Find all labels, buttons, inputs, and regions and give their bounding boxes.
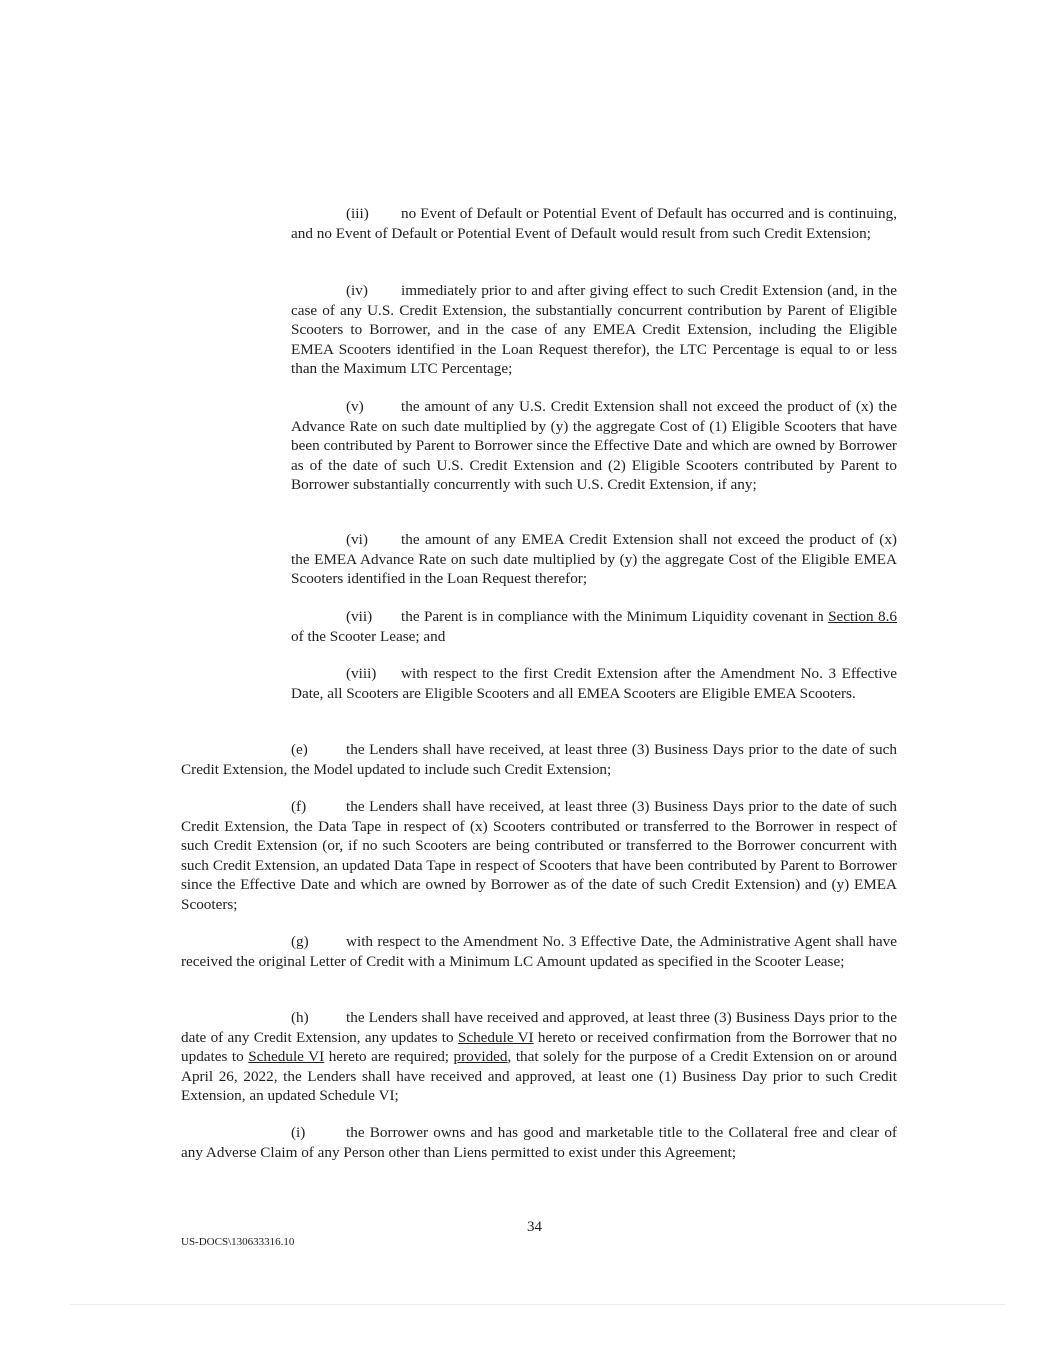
- clause-text: the Parent is in compliance with the Minimum Liquidity covenant in: [401, 608, 824, 625]
- page-bottom-rule: [70, 1304, 1005, 1305]
- clause-text: , that solely for the purpose of a Credit Extension on or around April 26, 2022, the Lenders shall have received and approved, at least one (1) Business Day prior to such Credit Extension, an updated Schedule VI;: [181, 1048, 897, 1104]
- schedule-reference: Schedule VI: [248, 1048, 325, 1065]
- clause-vi: [291, 530, 897, 589]
- clause-number: (f): [291, 798, 307, 815]
- clause-v: [291, 397, 897, 495]
- clause-text: the Lenders shall have received, at least three (3) Business Days prior to the date of such Credit Extension, the Model updated to include such Credit Extension;: [181, 741, 897, 778]
- clause-text: the Borrower owns and has good and marketable title to the Collateral free and clear of any Adverse Claim of any Person other than Liens permitted to exist under this Agreement;: [181, 1124, 897, 1161]
- schedule-reference: Schedule VI: [457, 1028, 534, 1046]
- document-id: US-DOCS\130633316.10: [181, 1236, 295, 1248]
- section-reference: Section 8.6: [828, 608, 897, 625]
- clause-number: (v): [346, 398, 364, 415]
- clause-text: the Lenders shall have received, at least three (3) Business Days prior to the date of such Credit Extension, the Data Tape in respect of (x) Scooters contributed or transferred to the Borrower in respect of such Credit Extension (or, if no such Scooters are being contributed or transferred to the Borrower concurrent with such Credit Extension, an updated Data Tape in respect of Scooters that have been contributed by Parent to Borrower since the Effective Date and which are owned by Borrower as of the date of such Credit Extension) and (y) EMEA Scooters;: [181, 798, 897, 913]
- clause-iv: [291, 281, 897, 379]
- clause-number: (viii): [346, 665, 377, 682]
- clause-h: [181, 1008, 897, 1106]
- clause-vii: [291, 607, 897, 646]
- clause-number: (e): [291, 741, 308, 758]
- clause-number: (vi): [346, 531, 368, 548]
- clause-number: (vii): [346, 608, 373, 625]
- clause-number: (i): [291, 1124, 306, 1141]
- clause-number: (iv): [346, 282, 368, 299]
- clause-text: the amount of any EMEA Credit Extension shall not exceed the product of (x) the EMEA Advance Rate on such date multiplied by (y) the aggregate Cost of the Eligible EMEA Scooters identified in the Loan Request therefor;: [291, 531, 897, 587]
- clause-number: (iii): [346, 205, 369, 222]
- clause-text: the amount of any U.S. Credit Extension shall not exceed the product of (x) the Advance Rate on such date multiplied by (y) the aggregate Cost of (1) Eligible Scooters that have been contributed by Parent to Borrower since the Effective Date and which are owned by Borrower as of the date of such U.S. Credit Extension and (2) Eligible Scooters contributed by Parent to Borrower substantially concurrently with such U.S. Credit Extension, if any;: [291, 398, 897, 493]
- provided-term: provided: [453, 1048, 508, 1065]
- clause-iii: [291, 204, 897, 243]
- clause-f: [181, 797, 897, 914]
- clause-number: (g): [291, 933, 309, 950]
- clause-text: no Event of Default or Potential Event of Default has occurred and is continuing, and no Event of Default or Potential Event of Default would result from such Credit Extension;: [291, 205, 897, 242]
- clause-text: hereto or received confirmation from the Borrower that no updates to: [181, 1028, 897, 1065]
- clause-text: hereto are required;: [328, 1048, 450, 1065]
- clause-i: [181, 1123, 897, 1162]
- clause-text: immediately prior to and after giving effect to such Credit Extension (and, in the case of any U.S. Credit Extension, the substantially concurrent contribution by Parent of Eligible Scooters to Borrower, and in the case of any EMEA Credit Extension, including the Eligible EMEA Scooters identified in the Loan Request therefor), the LTC Percentage is equal to or less than the Maximum LTC Percentage;: [291, 282, 897, 377]
- clause-g: [181, 932, 897, 971]
- clause-number: (h): [291, 1009, 309, 1026]
- clause-text: with respect to the Amendment No. 3 Effective Date, the Administrative Agent shall have received the original Letter of Credit with a Minimum LC Amount updated as specified in the Scooter Lease;: [181, 933, 897, 970]
- page-number: 34: [527, 1219, 542, 1235]
- clause-text: the Lenders shall have received and approved, at least three (3) Business Days prior to the date of any Credit Extension, any updates to: [181, 1009, 897, 1046]
- clause-viii: [291, 664, 897, 703]
- clause-e: [181, 740, 897, 779]
- clause-text: of the Scooter Lease; and: [291, 627, 446, 645]
- clause-text: with respect to the first Credit Extension after the Amendment No. 3 Effective Date, all Scooters are Eligible Scooters and all EMEA Scooters are Eligible EMEA Scooters.: [291, 665, 897, 702]
